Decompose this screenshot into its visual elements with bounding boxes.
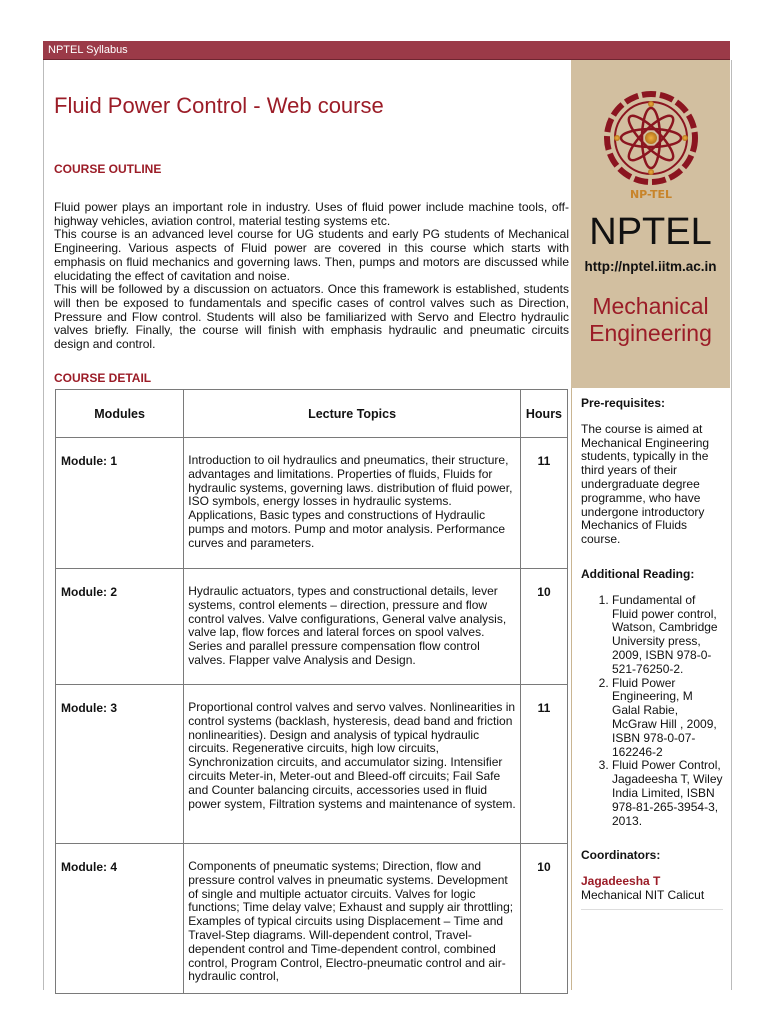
list-item: 1. Fundamental of Fluid power control, Watson, Cambridge University press, 2009, ISBN 978-0-521-76250-2. bbox=[612, 594, 723, 677]
table-header-row bbox=[56, 390, 568, 438]
brand-name: NPTEL bbox=[589, 211, 712, 253]
header-label: NPTEL Syllabus bbox=[48, 44, 128, 56]
topics-cell: Proportional control valves and servo valves. Nonlinearities in control systems (backlash, hysteresis, dead band and friction nonlinearities). Design and analysis of typical hydraulic circuits. Regenerative circuits, high low circuits, Synchronization circuits, and accumulator sizing. Intensifier circuits Meter-in, Meter-out and Bleed-off circuits; Fail Safe and Counter balancing circuits, accessories used in fluid power system, Filtration systems and maintenance of system. bbox=[184, 685, 521, 844]
course-detail-table bbox=[55, 389, 568, 994]
prereq-text: The course is aimed at Mechanical Engineering students, typically in the third years of their undergraduate degree programme, who have undergone introductory Mechanics of Fluids course. bbox=[581, 421, 710, 547]
module-cell: Module: 3 bbox=[56, 685, 184, 844]
topics-cell: Introduction to oil hydraulics and pneumatics, their structure, advantages and limitations. Properties of fluids, Fluids for hydraulic systems, governing laws. distribution of fluid power, ISO symbols, energy losses in hydraulic systems. Applications, Basic types and constructions of Hydraulic pumps and motors. Pump and motor analysis. Performance curves and parameters. bbox=[184, 438, 521, 569]
hours-cell: 11 bbox=[520, 685, 567, 844]
reading-heading: Additional Reading: bbox=[581, 566, 695, 581]
logo-text: NP-TEL bbox=[629, 188, 673, 201]
module-cell: Module: 1 bbox=[56, 438, 184, 569]
course-detail-heading: COURSE DETAIL bbox=[54, 371, 152, 385]
hours-cell: 10 bbox=[520, 569, 567, 685]
nptel-url-link[interactable]: http://nptel.iitm.ac.in bbox=[584, 259, 717, 274]
table-row bbox=[56, 438, 568, 569]
table-row bbox=[56, 569, 568, 685]
divider bbox=[581, 909, 723, 910]
outline-paragraph: This course is an advanced level course for UG students and early PG students of Mechanical Engineering. Various aspects of Fluid power are covered in this course which starts with emphasis on fluid mechanics and governing laws. Then, pumps and motors are discussed while elucidating the effect of cavitation and noise. bbox=[54, 227, 569, 283]
department-line: Engineering bbox=[589, 320, 712, 346]
table-row bbox=[56, 685, 568, 844]
syllabus-header-bar bbox=[43, 41, 730, 60]
hours-cell: 11 bbox=[520, 438, 567, 569]
nptel-logo bbox=[597, 84, 705, 211]
prereq-heading: Pre-requisites: bbox=[581, 396, 666, 410]
reading-list bbox=[581, 594, 723, 829]
coordinators-heading: Coordinators: bbox=[581, 848, 661, 863]
topics-cell: Components of pneumatic systems; Direction, flow and pressure control valves in pneumatic systems. Development of single and multiple actuator circuits. Valves for logic functions; Time delay valve; Exhaust and supply air throttling; Examples of typical circuits using Displacement – Time and Travel-Step diagrams. Will-dependent control, Travel-dependent control and Time-dependent control, combined control, Program Control, Electro-pneumatic control and air-hydraulic control, bbox=[184, 844, 521, 994]
course-title: Fluid Power Control - Web course bbox=[54, 93, 384, 118]
module-cell: Module: 2 bbox=[56, 569, 184, 685]
column-header-topics: Lecture Topics bbox=[184, 390, 521, 438]
module-cell: Module: 4 bbox=[56, 844, 184, 994]
course-outline-heading: COURSE OUTLINE bbox=[54, 162, 162, 176]
list-item: 3. Fluid Power Control, Jagadeesha T, Wiley India Limited, ISBN 978-81-265-3954-3, 2013. bbox=[612, 759, 723, 828]
table-row bbox=[56, 844, 568, 994]
coordinator-affiliation: Mechanical NIT Calicut bbox=[581, 887, 705, 902]
list-item: 2. Fluid Power Engineering, M Galal Rabie, McGraw Hill , 2009, ISBN 978-0-07-162246-2 bbox=[612, 677, 723, 760]
department-name bbox=[571, 293, 730, 347]
topics-cell: Hydraulic actuators, types and constructional details, lever systems, control elements – direction, pressure and flow control valves. Valve configurations, General valve analysis, valve lap, flow forces and lateral forces on spool valves. Series and parallel pressure compensation flow control valves. Flapper valve Analysis and Design. bbox=[184, 569, 521, 685]
course-outline-text bbox=[54, 201, 569, 352]
column-header-hours: Hours bbox=[520, 390, 567, 438]
outline-paragraph: Fluid power plays an important role in industry. Uses of fluid power include machine tools, off-highway vehicles, aviation control, material testing systems etc. bbox=[54, 200, 569, 228]
column-header-modules: Modules bbox=[56, 390, 184, 438]
outline-paragraph: This will be followed by a discussion on actuators. Once this framework is established, students will then be exposed to fundamentals and specific cases of control valves such as Direction, Pressure and Flow control. Students will also be familiarized with Servo and Electro hydraulic valves briefly. Finally, the course will finish with emphasis hydraulic and pneumatic circuits design and control. bbox=[54, 282, 569, 352]
sidebar bbox=[571, 60, 730, 990]
info-panel bbox=[571, 388, 731, 990]
hours-cell: 10 bbox=[520, 844, 567, 994]
nptel-logo-graphic bbox=[597, 84, 705, 206]
coordinator-name: Jagadeesha T bbox=[581, 874, 661, 889]
department-line: Mechanical bbox=[592, 293, 709, 319]
